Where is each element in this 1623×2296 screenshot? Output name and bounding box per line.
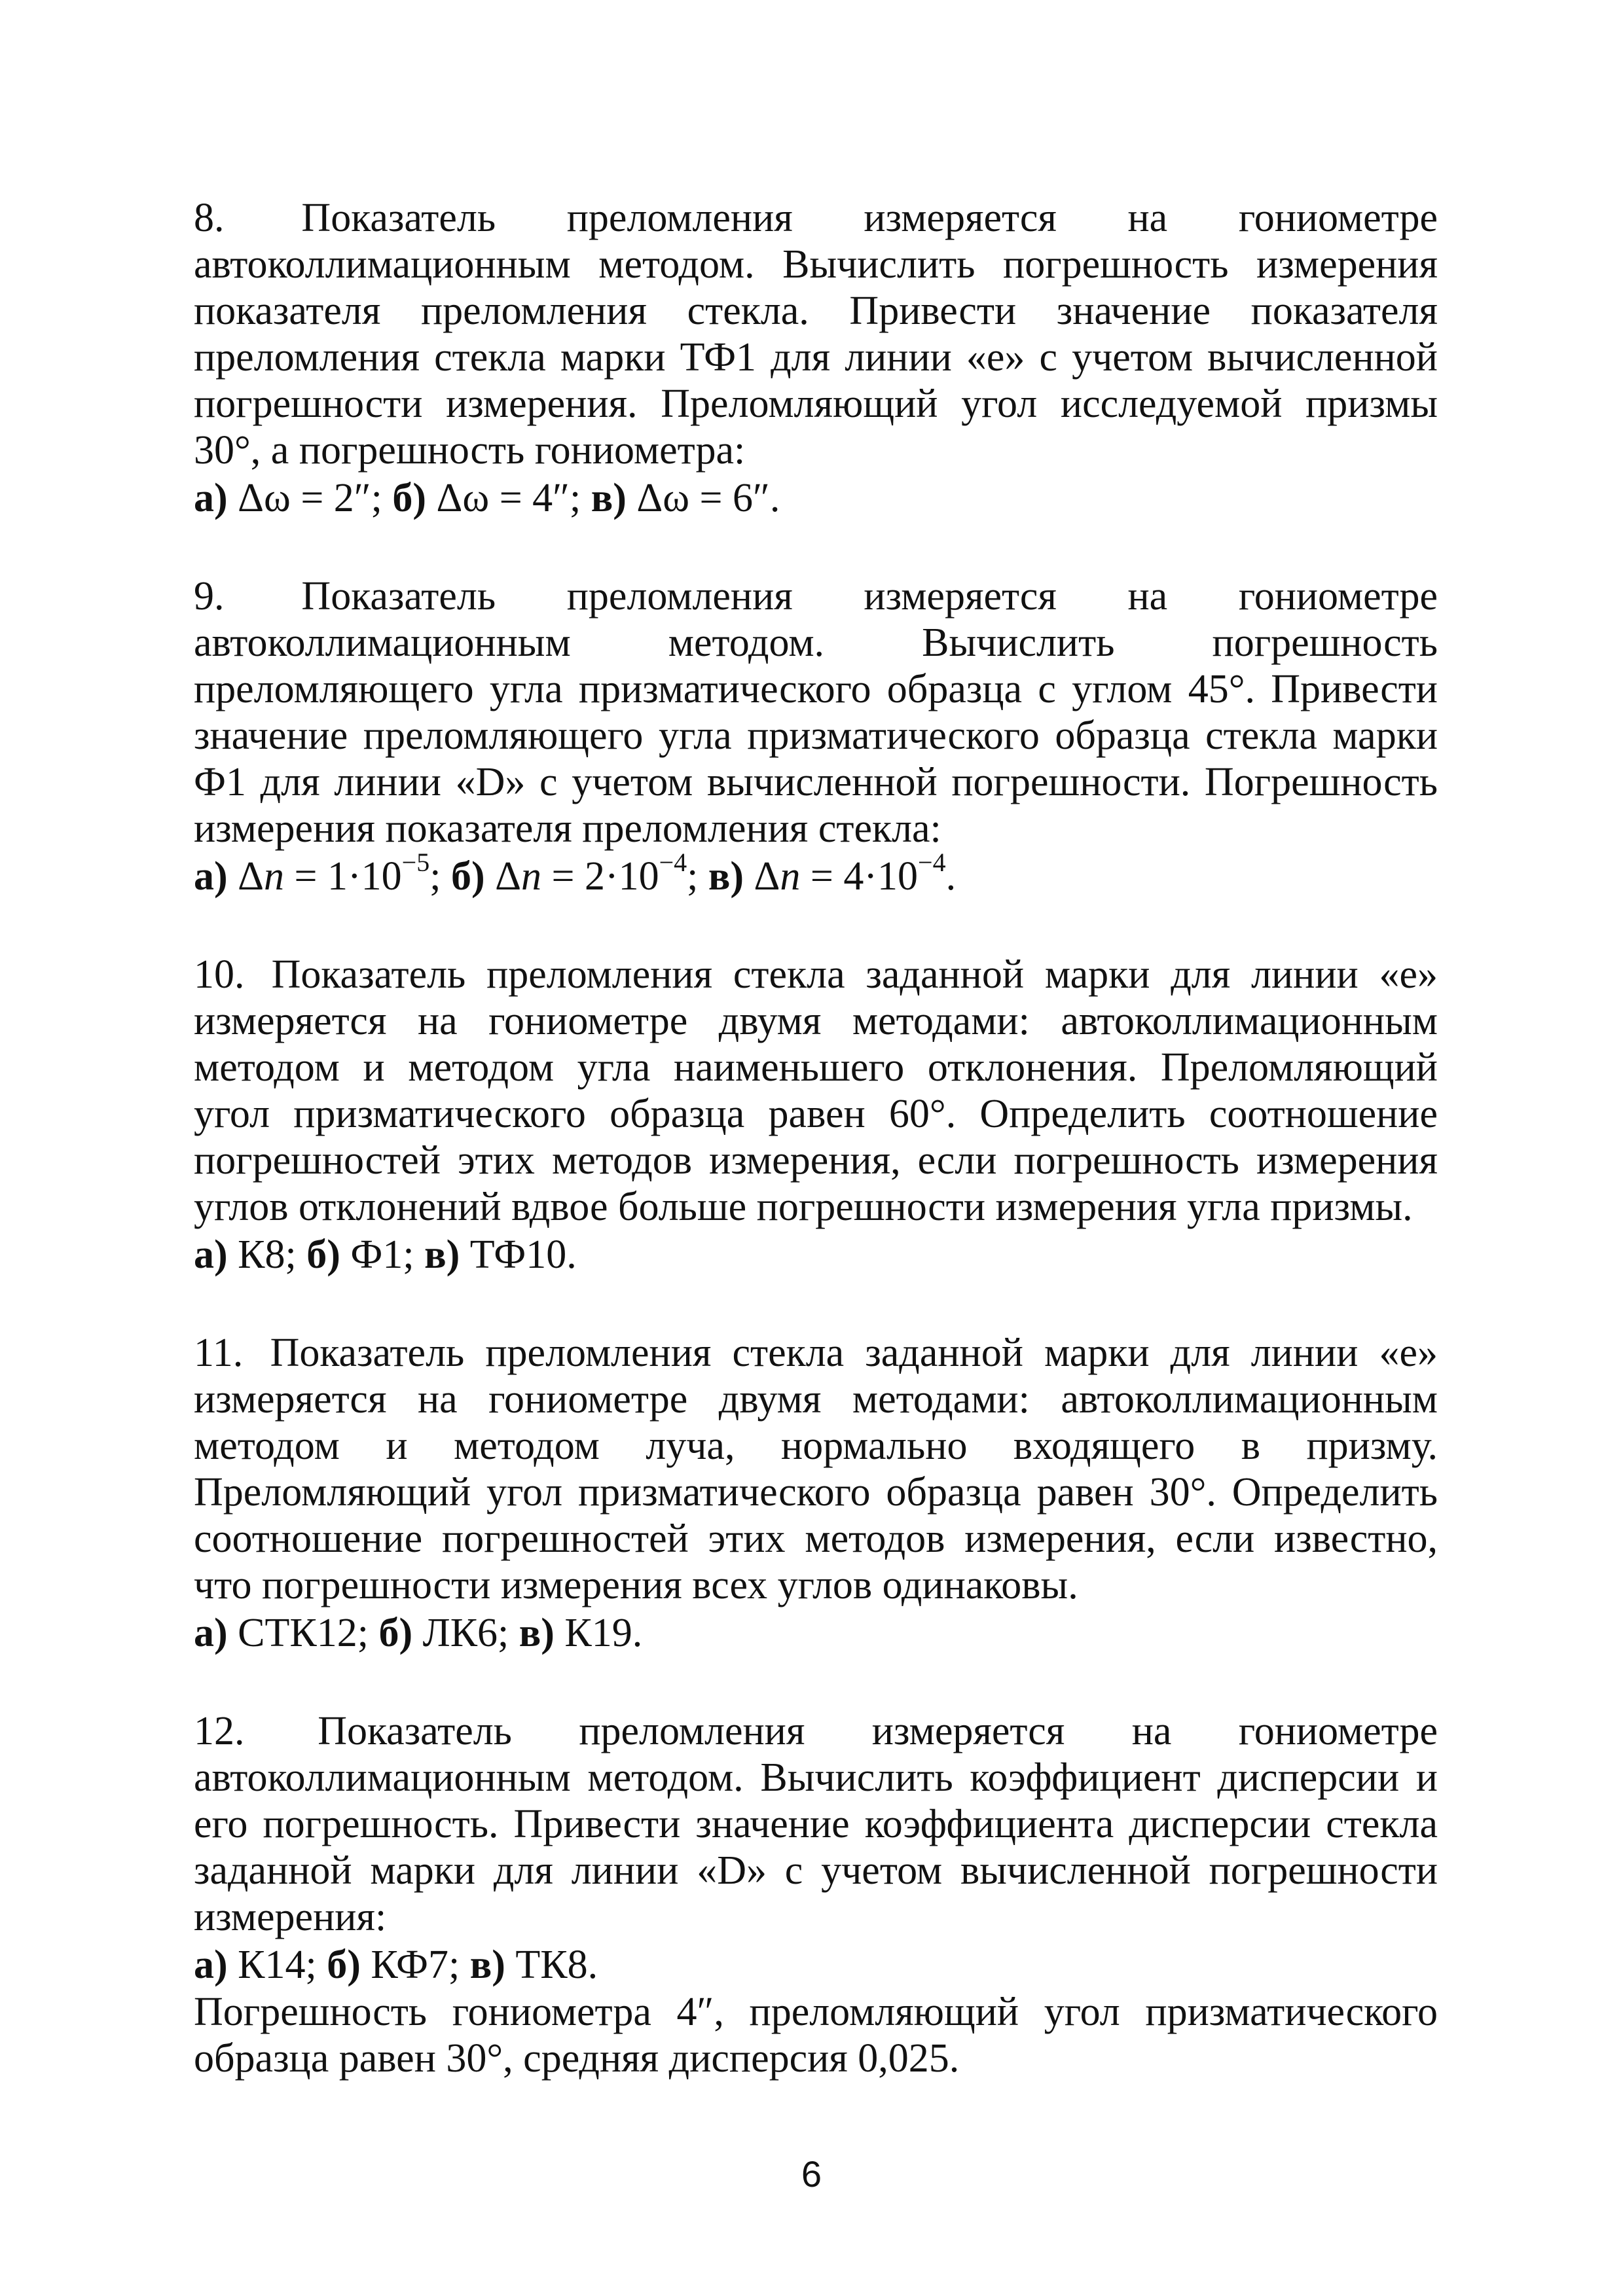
problem-statement: Показатель преломления измеряется на гониометре автоколлимационным методом. Вычислить погрешность измерения показателя преломления стекла. Привести значение показателя преломления стекла марки ТФ1 для линии «e» с учетом вычисленной погрешности измерения. Преломляющий угол исследуемой призмы 30°, а погрешность гониометра: xyxy=(194,196,1438,473)
option-label: а) xyxy=(194,854,228,899)
option-value: Δω = 6″ xyxy=(636,476,770,520)
option-label: б) xyxy=(306,1232,340,1277)
option-value: К19 xyxy=(564,1611,632,1655)
option-variable: n xyxy=(520,854,541,899)
option-value: ТФ10 xyxy=(469,1232,567,1277)
option-label: б) xyxy=(327,1943,361,1987)
problem-text xyxy=(194,573,1438,852)
problem-number: 8. xyxy=(194,196,225,240)
problem-text xyxy=(194,195,1438,474)
option-label: а) xyxy=(194,1943,228,1987)
problem-text xyxy=(194,952,1438,1230)
option-exponent: −4 xyxy=(918,848,946,878)
option-label: б) xyxy=(392,476,427,520)
problem-8 xyxy=(194,195,1438,522)
option-label: в) xyxy=(519,1611,555,1655)
problem-note: Погрешность гониометра 4″, преломляющий угол призматического образца равен 30°, средняя дисперсия 0,025. xyxy=(194,1990,1438,2081)
problem-text xyxy=(194,1708,1438,1941)
page-content xyxy=(194,195,1438,2133)
problem-number: 9. xyxy=(194,574,225,619)
problem-12 xyxy=(194,1708,1438,2082)
option-label: а) xyxy=(194,1611,228,1655)
option-value: Δω = 4″ xyxy=(436,476,570,520)
problem-number: 10. xyxy=(194,952,245,997)
option-label: а) xyxy=(194,476,228,520)
option-value: К14 xyxy=(238,1943,306,1987)
option-variable: n xyxy=(780,854,801,899)
problem-statement: Показатель преломления измеряется на гониометре автоколлимационным методом. Вычислить погрешность преломляющего угла призматического образца с углом 45°. Привести значение преломляющего угла призматического образца стекла марки Ф1 для линии «D» с учетом вычисленной погрешности. Погрешность измерения показателя преломления стекла: xyxy=(194,574,1438,851)
option-coefficient: 2·10 xyxy=(584,854,659,899)
problem-statement: Показатель преломления стекла заданной марки для линии «e» измеряется на гониометре двумя методами: автоколлимационным методом и методом луча, нормально входящего в призму. Преломляющий угол призматического образца равен 30°. Определить соотношение погрешностей этих методов измерения, если известно, что погрешности измерения всех углов одинаковы. xyxy=(194,1331,1438,1607)
option-label: в) xyxy=(591,476,627,520)
option-label: в) xyxy=(424,1232,460,1277)
problem-11 xyxy=(194,1330,1438,1657)
answer-options: а) $\Delta n = 1\cdot 10^{-5}$; б) $\Delta n = 2\cdot 10^{-4}$; в) $\Delta n = 4\cdot 10^{-4}$. xyxy=(194,848,957,899)
option-label: в) xyxy=(469,1943,505,1987)
option-value: ТК8 xyxy=(515,1943,588,1987)
option-label: б) xyxy=(378,1611,413,1655)
option-exponent: −4 xyxy=(659,848,687,878)
problem-number: 11. xyxy=(194,1331,244,1375)
page-number: 6 xyxy=(801,2153,822,2195)
option-value: Ф1 xyxy=(350,1232,403,1277)
option-label: в) xyxy=(708,854,744,899)
answer-options: а) Δω = 2″; б) Δω = 4″; в) Δω = 6″. xyxy=(194,476,780,520)
problem-statement: Показатель преломления измеряется на гониометре автоколлимационным методом. Вычислить коэффициент дисперсии и его погрешность. Привести значение коэффициента дисперсии стекла заданной марки для линии «D» с учетом вычисленной погрешности измерения: xyxy=(194,1709,1438,1939)
answer-options: а) СТК12; б) ЛК6; в) К19. xyxy=(194,1611,643,1655)
option-label: б) xyxy=(450,854,485,899)
problem-text xyxy=(194,1330,1438,1609)
answer-options: а) К14; б) КФ7; в) ТК8. xyxy=(194,1943,598,1987)
problem-10 xyxy=(194,952,1438,1279)
problem-number: 12. xyxy=(194,1709,245,1753)
option-exponent: −5 xyxy=(401,848,430,878)
option-value: КФ7 xyxy=(371,1943,449,1987)
problem-9 xyxy=(194,573,1438,901)
problem-statement: Показатель преломления стекла заданной марки для линии «e» измеряется на гониометре двумя методами: автоколлимационным методом и методом угла наименьшего отклонения. Преломляющий угол призматического образца равен 60°. Определить соотношение погрешностей этих методов измерения, если погрешность измерения углов отклонений вдвое больше погрешности измерения угла призмы. xyxy=(194,952,1438,1229)
option-value: СТК12 xyxy=(238,1611,357,1655)
option-value: Δω = 2″ xyxy=(238,476,371,520)
answer-options: а) К8; б) Ф1; в) ТФ10. xyxy=(194,1232,577,1277)
option-variable: n xyxy=(264,854,285,899)
option-value: К8 xyxy=(238,1232,285,1277)
option-coefficient: 4·10 xyxy=(843,854,919,899)
option-value: ЛК6 xyxy=(422,1611,498,1655)
option-label: а) xyxy=(194,1232,228,1277)
option-coefficient: 1·10 xyxy=(327,854,402,899)
